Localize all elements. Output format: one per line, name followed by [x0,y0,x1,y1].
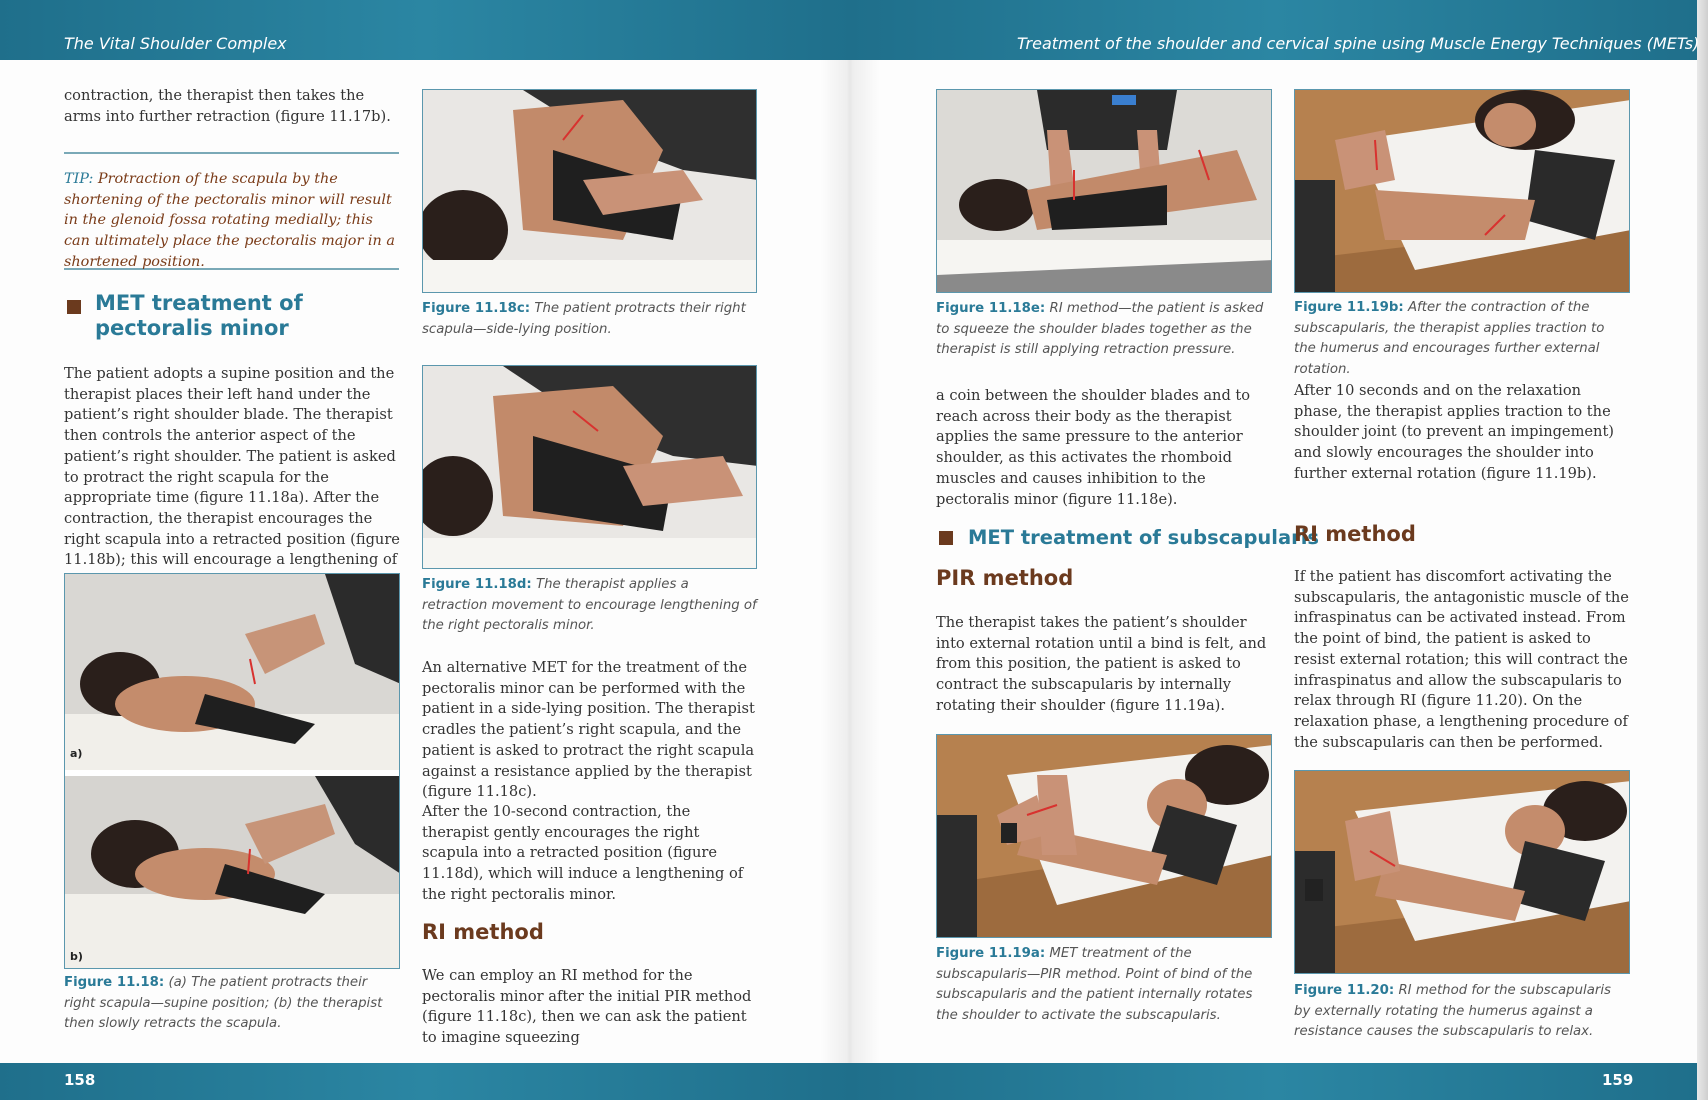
figure-11-20-caption-text: RI method for the subscapularis by externally rotating the humerus against a resistance causes the subscapularis to relax. [1294,983,1611,1040]
figure-11-20-caption-label: Figure 11.20: [1294,983,1395,998]
intro-paragraph: contraction, the therapist then takes the arms into further retraction (figure 11.17b). [64,87,391,125]
figure-11-20-photo [1294,770,1630,974]
figure-11-19b-caption-label: Figure 11.19b: [1294,300,1404,315]
ri-method-paragraph-right: If the patient has discomfort activating the subscapularis, the antagonistic muscle of the infraspinatus can be activated instead. From the point of bind, the patient is asked to resist external rotation; this will contract the infraspinatus and allow the subscapularis to relax through RI (figure 11.20). On the relaxation phase, a lengthening procedure of the subscapularis can then be performed. [1294,568,1629,751]
figure-11-19a-caption-label: Figure 11.19a: [936,946,1046,961]
figure-11-18e-illustration [937,90,1272,293]
alternative-met-paragraph: An alternative MET for the treatment of the pectoralis minor can be performed with the patient in a side-lying position. The therapist cradles the patient’s right scapula, and the patient is asked to protract the right scapula against a resistance applied by the therapist (figure 11.18c). [422,659,755,801]
left-running-head: The Vital Shoulder Complex [64,34,287,53]
figure-11-19b-caption-text: After the contraction of the subscapularis, the therapist applies traction to the humerus and encourages further external rotation. [1294,300,1605,378]
figure-11-18-label-a: a) [70,747,83,760]
figure-11-18-photo [64,573,400,969]
figure-11-18d-caption-label: Figure 11.18d: [422,577,532,592]
pir-method-heading: PIR method [936,566,1074,590]
tip-body: Protraction of the scapula by the shortening of the pectoralis minor will result in the glenoid fossa rotating medially; this can ultimately place the pectoralis major in a shortened position. [64,171,395,270]
coin-paragraph: a coin between the shoulder blades and to reach across their body as the therapist applies the same pressure to the anterior shoulder, as this activates the rhomboid muscles and causes inhibition to the pectoralis minor (figure 11.18e). [936,387,1251,508]
section-bullet-square [67,300,81,314]
tip-text [64,169,399,273]
page-edge [1697,0,1708,1100]
figure-11-18-caption [64,973,402,1035]
figure-11-18d-caption-text: The therapist applies a retraction movement to encourage lengthening of the right pectoralis minor. [422,577,757,634]
figure-11-18d-photo [422,365,757,569]
section-bullet-square-subscapularis [939,531,953,545]
figure-11-20-caption [1294,981,1630,1043]
figure-11-18c-photo [422,89,757,293]
relaxation-phase-paragraph: After 10 seconds and on the relaxation phase, the therapist applies traction to the shoulder joint (to prevent an impingement) and slowly encourages the shoulder into further external rotation (figure 11.19b). [1294,382,1615,482]
right-page-number: 159 [1602,1071,1634,1089]
left-page-number: 158 [64,1071,96,1089]
right-running-head: Treatment of the shoulder and cervical spine using Muscle Energy Techniques (METs) [1017,34,1700,53]
pir-method-paragraph: The therapist takes the patient’s shoulder into external rotation until a bind is felt, and from this position, the patient is asked to contract the subscapularis by internally rotating their shoulder (figure 11.19a). [936,614,1267,714]
figure-11-18-label-b: b) [70,950,83,963]
figure-11-19a-photo [936,734,1272,938]
section-heading-subscapularis: MET treatment of subscapularis [968,526,1320,549]
retraction-paragraph: After the 10-second contraction, the therapist gently encourages the right scapula into a retracted position (figure 11.18d), which will induce a lengthening of the right pectoralis minor. [422,803,744,903]
right-footer-bar [851,1063,1697,1100]
tip-label: TIP: [64,171,94,187]
figure-11-18e-caption-label: Figure 11.18e: [936,301,1046,316]
ri-method-heading-left: RI method [422,920,544,944]
figure-11-18c-caption [422,299,757,340]
figure-11-19b-photo [1294,89,1630,293]
section-heading-pectoralis-minor: MET treatment of pectoralis minor [95,291,303,340]
figure-11-18e-caption-text: RI method—the patient is asked to squeeze the shoulder blades together as the therapist is still applying retraction pressure. [936,301,1264,358]
figure-11-18c-caption-text: The patient protracts their right scapula—side-lying position. [422,301,746,337]
book-gutter-shadow [820,0,880,1100]
figure-11-19a-illustration [937,735,1272,938]
figure-11-19b-caption [1294,298,1630,381]
figure-11-19a-caption [936,944,1272,1027]
figure-11-18e-photo [936,89,1272,293]
figure-11-18-caption-label: Figure 11.18: [64,975,165,990]
figure-11-19a-caption-text: MET treatment of the subscapularis—PIR method. Point of bind of the subscapularis and the patient internally rotates the shoulder to activate the subscapularis. [936,946,1253,1024]
ri-method-paragraph-left: We can employ an RI method for the pectoralis minor after the initial PIR method (figure 11.18c), then we can ask the patient to imagine squeezing [422,967,752,1047]
figure-11-18d-illustration [423,366,757,569]
left-footer-bar [0,1063,851,1100]
figure-11-18-illustration [65,574,400,969]
figure-11-18e-caption [936,299,1272,361]
figure-11-18d-caption [422,575,757,637]
figure-11-18c-illustration [423,90,757,293]
figure-11-18c-caption-label: Figure 11.18c: [422,301,531,316]
figure-11-18-caption-text: (a) The patient protracts their right scapula—supine position; (b) the therapist then slowly retracts the scapula. [64,975,383,1032]
figure-11-19b-illustration [1295,90,1630,293]
figure-11-20-illustration [1295,771,1630,974]
pectoralis-paragraph: The patient adopts a supine position and the therapist places their left hand under the patient’s right shoulder blade. The therapist then controls the anterior aspect of the patient’s right shoulder. The patient is asked to protract the right scapula for the appropriate time (figure 11.18a). After the contraction, the therapist encourages the right scapula into a retracted position (figure 11.18b); this will encourage a lengthening of [64,365,400,569]
ri-method-heading-right: RI method [1294,522,1416,546]
